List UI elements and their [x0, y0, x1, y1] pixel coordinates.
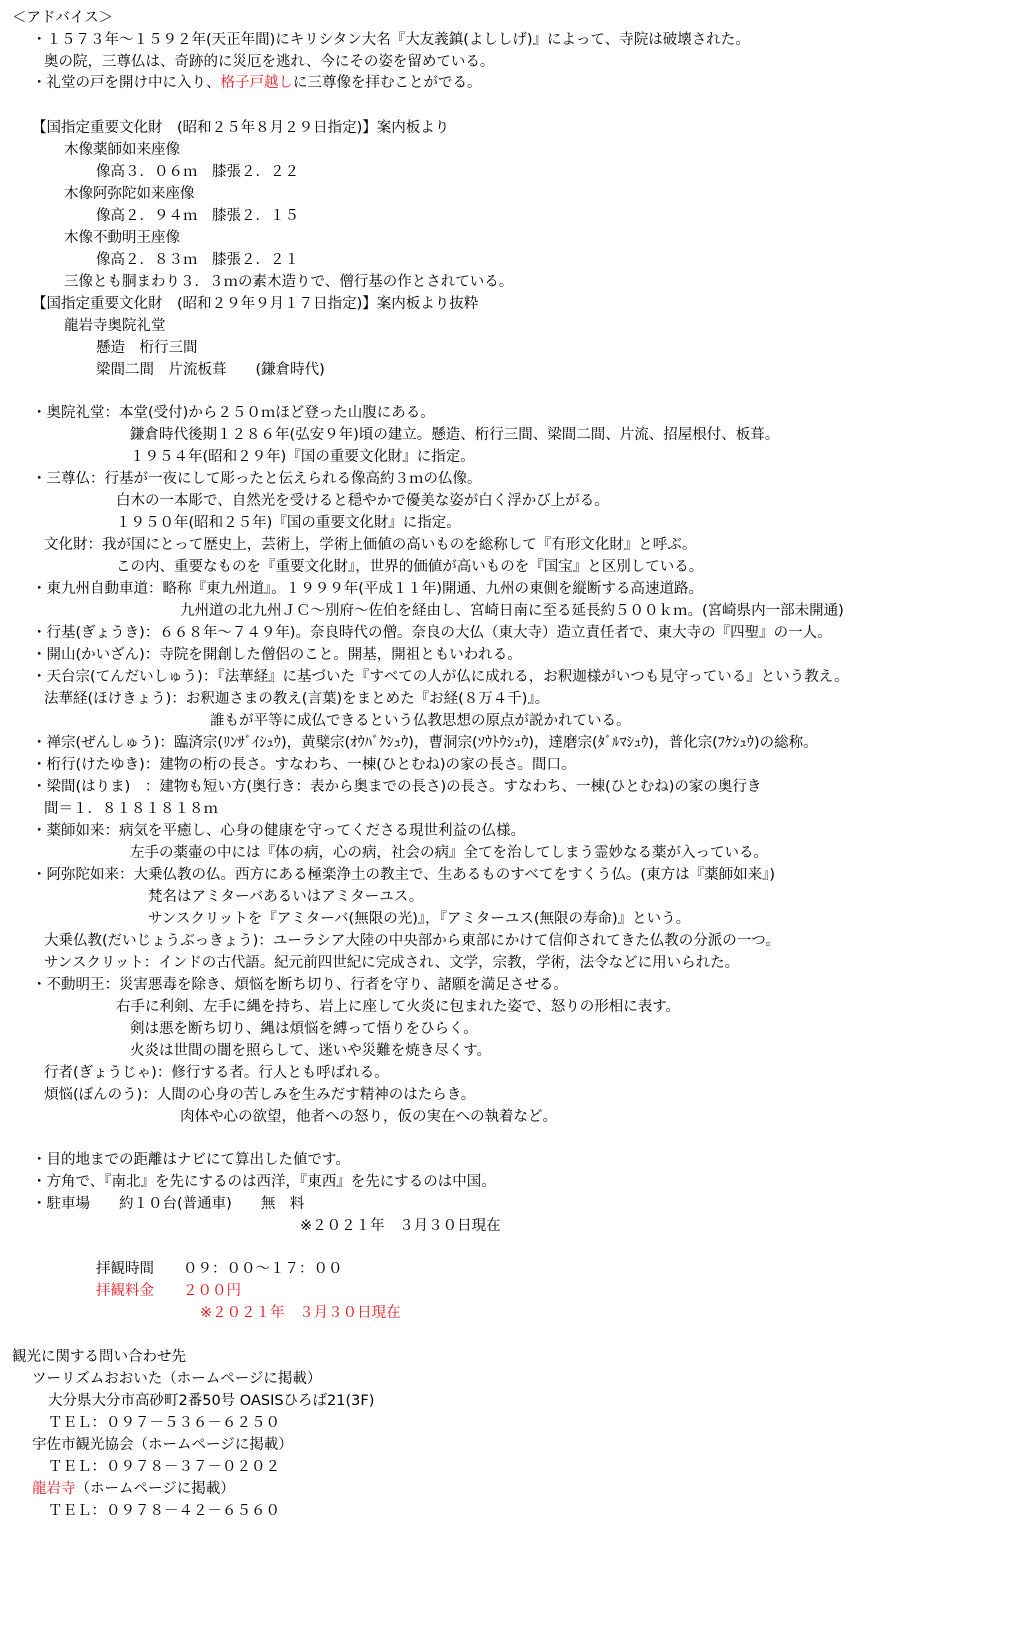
contact-usa-tourism: 宇佐市観光協会（ホームページに掲載）: [32, 1437, 293, 1453]
text-line: 像高３．０６ｍ 膝張２．２２: [96, 164, 299, 180]
text-line: 梵名はアミターバあるいはアミターユス。: [148, 889, 424, 905]
admission-fee: [96, 1280, 241, 1302]
text-line: この内、重要なものを『重要文化財』，世界的価値が高いものを『国宝』と区別している。: [116, 559, 704, 575]
text-line: ・１５７３年～１５９２年(天正年間)にキリシタン大名『大友義鎮(よししげ)』によって、寺院は破壊された。: [32, 32, 750, 48]
text-line: ・三尊仏：行基が一夜にして彫ったと伝えられる像高約３ｍの仏像。: [32, 471, 482, 487]
admission-fee-label: 拝観料金: [96, 1283, 154, 1299]
text-line: ・方角で、『南北』を先にするのは西洋，『東西』を先にするのは中国。: [32, 1174, 496, 1190]
text-line: 像高２．８３ｍ 膝張２．２１: [96, 252, 299, 268]
text-line: 左手の薬壷の中には『体の病，心の病，社会の病』全てを治してしまう霊妙なる薬が入っている。: [130, 845, 768, 861]
text-line: ・行基(ぎょうき)：６６８年～７４９年)。奈良時代の僧。奈良の大仏（東大寺）造立責任者で、東大寺の『四聖』の一人。: [32, 625, 832, 641]
ryuganji-name: 龍岩寺: [32, 1481, 76, 1497]
text-part: ・礼堂の戸を開け中に入り、: [32, 75, 221, 91]
text-line: ・薬師如来：病気を平癒し、心身の健康を守ってくださる現世利益の仏様。: [32, 823, 525, 839]
text-line: 奥の院，三尊仏は、奇跡的に災厄を逃れ、今にその姿を留めている。: [44, 54, 495, 70]
text-line: 誰もが平等に成仏できるという仏教思想の原点が説かれている。: [210, 713, 631, 729]
text-line: 鎌倉時代後期１２８６年(弘安９年)頃の建立。懸造、桁行三間、梁間二間、片流、招屋根付、板葺。: [130, 427, 780, 443]
text-line: 間＝１．８１８１８１８ｍ: [44, 801, 218, 817]
text-line: 木像阿弥陀如来座像: [64, 186, 195, 202]
text-line: １９５０年(昭和２５年)『国の重要文化財』に指定。: [116, 515, 461, 531]
text-line: 剣は悪を断ち切り、縄は煩悩を縛って悟りをひらく。: [130, 1021, 478, 1037]
text-line: 文化財：我が国にとって歴史上，芸術上，学術上価値の高いものを総称して『有形文化財』と呼ぶ。: [44, 537, 697, 553]
text-line: 火炎は世間の闇を照らして、迷いや災難を焼き尽くす。: [130, 1043, 492, 1059]
highlight-lattice-door: 格子戸越し: [220, 75, 293, 91]
contact-address: 大分県大分市高砂町2番50号 OASISひろば21(3F): [48, 1393, 375, 1409]
text-part: に三尊像を拝むことがでる。: [293, 75, 482, 91]
contact-tel: ＴＥＬ：０９７８－３７－０２０２: [48, 1459, 280, 1475]
parking-date-note: ※２０２１年 ３月３０日現在: [300, 1218, 501, 1234]
text-line: 木像不動明王座像: [64, 230, 180, 246]
text-line: １９５４年(昭和２９年)『国の重要文化財』に指定。: [130, 449, 475, 465]
text-line: 大乗仏教(だいじょうぶっきょう)：ユーラシア大陸の中央部から東部にかけて信仰されてきた仏教の分派の一つ。: [44, 933, 780, 949]
text-line: 木像薬師如来座像: [64, 142, 180, 158]
contact-tourism-oita: ツーリズムおおいた（ホームページに掲載）: [32, 1371, 322, 1387]
contact-heading: 観光に関する問い合わせ先: [12, 1349, 186, 1365]
text-line: サンスクリットを『アミターバ(無限の光)』，『アミターユス(無限の寿命)』という。: [148, 911, 691, 927]
text-line: 肉体や心の欲望，他者への怒り，仮の実在への執着など。: [180, 1109, 557, 1125]
text-line: 行者(ぎょうじゃ)：修行する者。行人とも呼ばれる。: [44, 1065, 389, 1081]
text-line: 煩悩(ぼんのう)：人間の心身の苦しみを生みだす精神のはたらき。: [44, 1087, 476, 1103]
contact-ryuganji: [32, 1478, 235, 1500]
text-line: サンスクリット：インドの古代語。紀元前四世紀に完成され、文学，宗教，学術，法令などに用いられた。: [44, 955, 740, 971]
text-line: ・奥院礼堂：本堂(受付)から２５０ｍほど登った山腹にある。: [32, 405, 435, 421]
contact-tel: ＴＥＬ：０９７８－４２－６５６０: [48, 1503, 280, 1519]
admission-fee-value: ２００円: [183, 1283, 241, 1299]
spacer-text: [154, 1283, 183, 1299]
text-line: 三像とも胴まわり３．３ｍの素木造りで、僧行基の作とされている。: [64, 274, 514, 290]
text-line: ・梁間(はりま) ：建物も短い方(奥行き：表から奥までの長さ)の長さ。すなわち、一棟(ひとむね)の家の奥行き: [32, 779, 762, 795]
text-line: ・禅宗(ぜんしゅう)：臨済宗(ﾘﾝｻﾞｲｼｭｳ)，黄檗宗(ｵｳﾊﾞｸｼｭｳ)，曹洞宗(ｿｳﾄｳｼｭｳ)，達磨宗(ﾀﾞﾙﾏｼｭｳ)，普化宗(ﾌｹｼｭｳ)の総称。: [32, 735, 818, 751]
contact-tel: ＴＥＬ：０９７－５３６－６２５０: [48, 1415, 280, 1431]
section-heading: 【国指定重要文化財 (昭和２９年９月１７日指定)】案内板より抜粋: [32, 296, 479, 312]
fee-date-note: [200, 1302, 401, 1324]
text-line: ・桁行(けたゆき)：建物の桁の長さ。すなわち、一棟(ひとむね)の家の長さ。間口。: [32, 757, 576, 773]
text-line: 梁間二間 片流板葺 (鎌倉時代): [96, 362, 325, 378]
text-line: 右手に利剣、左手に縄を持ち、岩上に座して火炎に包まれた姿で、怒りの形相に表す。: [116, 999, 681, 1015]
ryuganji-homepage-note: （ホームページに掲載）: [75, 1481, 235, 1497]
text-line: ・不動明王：災害悪毒を除き、煩悩を断ち切り、行者を守り、諸願を満足させる。: [32, 977, 568, 993]
heading-advice: ＜アドバイス＞: [12, 10, 114, 26]
visiting-hours: 拝観時間 ０９：００～１７：００: [96, 1261, 343, 1277]
text-line: ・目的地までの距離はナビにて算出した値です。: [32, 1152, 350, 1168]
text-line: 龍岩寺奥院礼堂: [64, 318, 166, 334]
text-line: 九州道の北九州ＪＣ～別府～佐伯を経由し、宮崎日南に至る延長約５００ｋｍ。(宮崎県内一部未開通): [180, 603, 844, 619]
text-line: ・阿弥陀如来：大乗仏教の仏。西方にある極楽浄土の教主で、生あるものすべてをすくう仏。(東方は『薬師如来』): [32, 867, 775, 883]
fee-date-text: ※２０２１年 ３月３０日現在: [200, 1305, 401, 1321]
text-line: ・天台宗(てんだいしゅう)：『法華経』に基づいた『すべての人が仏に成れる，お釈迦様がいつも見守っている』という教え。: [32, 669, 849, 685]
text-line: 法華経(ほけきょう)：お釈迦さまの教え(言葉)をまとめた『お経(８万４千)』。: [44, 691, 550, 707]
text-line: ・開山(かいざん)：寺院を開創した僧侶のこと。開基，開祖ともいわれる。: [32, 647, 522, 663]
text-line-highlight: [32, 72, 482, 94]
section-heading: 【国指定重要文化財 (昭和２５年８月２９日指定)】案内板より: [32, 120, 450, 136]
text-line: 白木の一本彫で、自然光を受けると穏やかで優美な姿が白く浮かび上がる。: [116, 493, 609, 509]
text-line: ・東九州自動車道：略称『東九州道』。１９９９年(平成１１年)開通、九州の東側を縦断する高速道路。: [32, 581, 704, 597]
text-line: 懸造 桁行三間: [96, 340, 198, 356]
parking-info: ・駐車場 約１０台(普通車) 無 料: [32, 1196, 305, 1212]
text-line: 像高２．９４ｍ 膝張２．１５: [96, 208, 299, 224]
